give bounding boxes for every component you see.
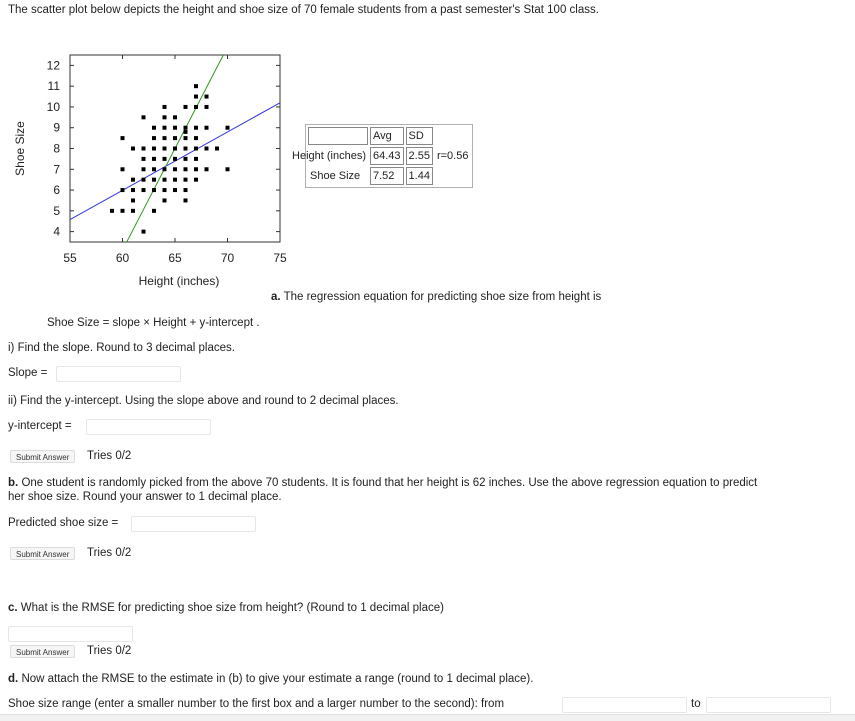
- data-point: [110, 209, 114, 213]
- y-tick-label: 9: [53, 120, 60, 135]
- data-point: [184, 178, 188, 182]
- data-point: [163, 188, 167, 192]
- range-to-input[interactable]: [706, 697, 831, 713]
- data-point: [152, 188, 156, 192]
- part-b-text-line1: One student is randomly picked from the above 70 students. It is found that her height is 62 inches. Use the above regression equation to predict: [21, 477, 758, 489]
- data-point: [184, 126, 188, 130]
- stats-row-height: [308, 147, 470, 165]
- data-point: [163, 198, 167, 202]
- data-point: [131, 198, 135, 202]
- data-point: [205, 167, 209, 171]
- data-point: [194, 84, 198, 88]
- stats-row-label: Height (inches): [292, 150, 366, 162]
- data-point: [194, 95, 198, 99]
- data-point: [205, 126, 209, 130]
- data-point: [163, 157, 167, 161]
- data-point: [194, 157, 198, 161]
- data-point: [152, 209, 156, 213]
- part-c-question: [8, 602, 444, 614]
- data-point: [205, 147, 209, 151]
- data-point: [173, 178, 177, 182]
- data-point: [184, 198, 188, 202]
- y-axis-label: Shoe Size: [13, 121, 27, 176]
- data-point: [152, 147, 156, 151]
- x-tick-label: 60: [115, 251, 130, 265]
- part-a-text: The regression equation for predicting shoe size from height is: [283, 291, 602, 303]
- stats-avg-shoe: 7.52: [370, 167, 404, 185]
- scatter-plot: [0, 50, 300, 290]
- range-from-input[interactable]: [562, 697, 687, 713]
- data-point: [163, 105, 167, 109]
- data-point: [173, 136, 177, 140]
- slope-label: Slope =: [8, 367, 48, 379]
- data-point: [152, 178, 156, 182]
- stats-avg-height: 64.43: [370, 147, 404, 165]
- data-point: [163, 178, 167, 182]
- submit-answer-b-button[interactable]: Submit Answer: [10, 547, 75, 560]
- data-point: [194, 178, 198, 182]
- data-point: [142, 230, 146, 234]
- data-point: [131, 188, 135, 192]
- range-to-label: to: [691, 698, 701, 710]
- slope-question: i) Find the slope. Round to 3 decimal places.: [8, 342, 235, 354]
- part-b-text-line2: her shoe size. Round your answer to 1 decimal place.: [8, 491, 282, 503]
- data-point: [163, 167, 167, 171]
- data-point: [152, 157, 156, 161]
- part-d-question: [8, 673, 533, 685]
- correlation-label: r=0.56: [436, 150, 469, 162]
- data-point: [121, 209, 125, 213]
- intro-text: The scatter plot below depicts the height and shoe size of 70 female students from a past semester's Stat 100 class.: [8, 4, 599, 16]
- data-point: [205, 95, 209, 99]
- bottom-scroll-bar: [0, 714, 855, 721]
- data-point: [194, 136, 198, 140]
- data-point: [215, 147, 219, 151]
- tries-counter-c: Tries 0/2: [87, 645, 132, 657]
- data-point: [194, 126, 198, 130]
- data-point: [194, 105, 198, 109]
- stats-table: [292, 124, 473, 188]
- submit-answer-a-button[interactable]: Submit Answer: [10, 450, 75, 463]
- y-tick-label: 10: [46, 99, 60, 114]
- data-point: [194, 147, 198, 151]
- intercept-question: ii) Find the y-intercept. Using the slope above and round to 2 decimal places.: [8, 395, 399, 407]
- data-point: [142, 178, 146, 182]
- data-point: [131, 147, 135, 151]
- intercept-input[interactable]: [86, 419, 211, 435]
- data-point: [131, 209, 135, 213]
- tries-counter-a: Tries 0/2: [87, 450, 132, 462]
- y-tick-label: 5: [53, 203, 60, 218]
- intercept-label: y-intercept =: [8, 420, 72, 432]
- part-b-question: [8, 477, 757, 489]
- part-d-text: Now attach the RMSE to the estimate in (b) to give your estimate a range (round to 1 decimal place).: [21, 673, 534, 685]
- part-c-prefix: c.: [8, 602, 18, 614]
- data-point: [173, 188, 177, 192]
- data-point: [205, 105, 209, 109]
- data-point: [173, 157, 177, 161]
- x-tick-label: 70: [220, 251, 235, 265]
- data-point: [142, 115, 146, 119]
- part-a-question: [271, 291, 601, 303]
- data-point: [163, 115, 167, 119]
- regression-equation: Shoe Size = slope × Height + y-intercept .: [47, 317, 260, 329]
- stats-row-shoe: [308, 167, 470, 185]
- x-tick-label: 75: [273, 251, 287, 265]
- data-point: [163, 126, 167, 130]
- stats-header-row: [308, 127, 470, 145]
- data-point: [173, 115, 177, 119]
- data-point: [184, 188, 188, 192]
- stats-header-blank: [308, 127, 368, 145]
- data-point: [173, 126, 177, 130]
- y-tick-label: 11: [47, 79, 60, 94]
- stats-sd-shoe: 1.44: [406, 167, 433, 185]
- data-point: [142, 147, 146, 151]
- x-tick-label: 65: [168, 251, 182, 265]
- y-tick-label: 8: [53, 141, 60, 156]
- predicted-shoe-label: Predicted shoe size =: [8, 517, 119, 529]
- y-tick-label: 7: [53, 162, 60, 177]
- data-point: [184, 167, 188, 171]
- tries-counter-b: Tries 0/2: [87, 547, 132, 559]
- data-point: [121, 188, 125, 192]
- data-point: [121, 167, 125, 171]
- part-a-prefix: a.: [271, 291, 281, 303]
- data-point: [142, 188, 146, 192]
- data-point: [121, 136, 125, 140]
- data-point: [184, 105, 188, 109]
- predicted-shoe-input[interactable]: [131, 516, 256, 532]
- range-label: Shoe size range (enter a smaller number to the first box and a larger number to the second): from: [8, 698, 505, 710]
- data-point: [184, 136, 188, 140]
- data-point: [142, 157, 146, 161]
- y-tick-label: 12: [46, 58, 60, 73]
- stats-row-label: Shoe Size: [310, 170, 361, 182]
- x-axis-label: Height (inches): [138, 274, 220, 288]
- stats-header-avg: Avg: [370, 127, 404, 145]
- part-d-prefix: d.: [8, 673, 19, 685]
- y-tick-label: 4: [53, 224, 60, 239]
- x-tick-label: 55: [63, 251, 77, 265]
- stats-sd-height: 2.55: [406, 147, 433, 165]
- slope-input[interactable]: [56, 366, 181, 382]
- data-point: [152, 136, 156, 140]
- data-point: [173, 167, 177, 171]
- data-point: [152, 126, 156, 130]
- submit-answer-c-button[interactable]: Submit Answer: [10, 645, 75, 658]
- data-point: [184, 147, 188, 151]
- data-point: [194, 167, 198, 171]
- data-point: [131, 178, 135, 182]
- data-point: [152, 167, 156, 171]
- data-point: [142, 167, 146, 171]
- data-point: [226, 167, 230, 171]
- data-point: [184, 157, 188, 161]
- data-point: [226, 126, 230, 130]
- y-tick-label: 6: [53, 183, 60, 198]
- data-point: [184, 130, 188, 134]
- rmse-input[interactable]: [8, 626, 133, 642]
- part-b-prefix: b.: [8, 477, 19, 489]
- data-point: [173, 147, 177, 151]
- part-c-text: What is the RMSE for predicting shoe size from height? (Round to 1 decimal place): [20, 602, 444, 614]
- data-point: [163, 136, 167, 140]
- data-point: [163, 147, 167, 151]
- stats-header-sd: SD: [406, 127, 433, 145]
